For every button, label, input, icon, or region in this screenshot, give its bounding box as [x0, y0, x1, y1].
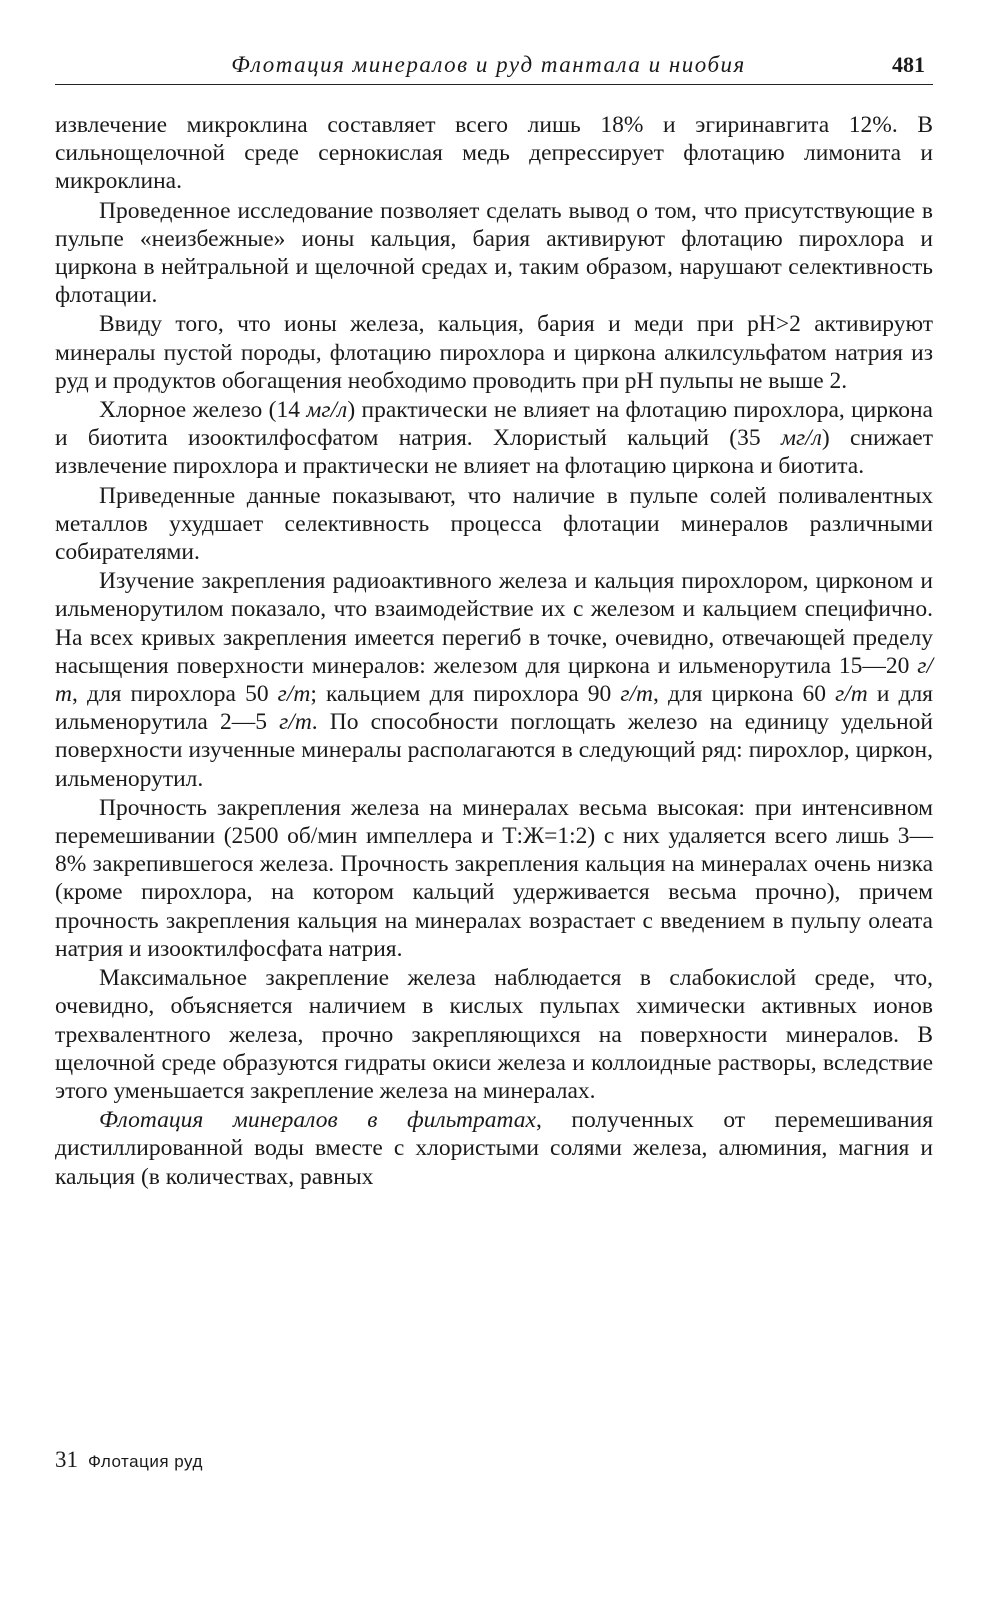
paragraph-9-text: , полученных от перемешивания дистиллированной воды вместе с хлористыми солями железа, алюминия, магния и кальция (в количествах, равных — [55, 1107, 933, 1190]
page-number: 481 — [892, 52, 925, 77]
paragraph-6-text-d: , для циркона 60 — [653, 681, 836, 708]
unit-g-per-t: г/т — [279, 709, 312, 736]
body-text — [55, 111, 933, 1191]
running-title: Флотация минералов и руд тантала и ниобия — [231, 52, 746, 77]
section-run-in-heading: Флотация минералов в фильтратах — [99, 1107, 536, 1134]
unit-mg-per-l: мг/л — [780, 425, 822, 452]
paragraph-5: Приведенные данные показывают, что наличие в пульпе солей поливалентных металлов ухудшает селективность процесса флотации минералов различными собирателями. — [55, 482, 933, 566]
paragraph-4-text-b: ) практически не влияет на флотацию пирохлора, циркона и биотита изооктилфосфатом натрия. Хлористый кальций (35 — [55, 397, 933, 452]
unit-g-per-t: г/т — [277, 681, 311, 708]
page-footer — [55, 1447, 203, 1473]
paragraph-4-text-c: ) снижает извлечение пирохлора и практически не влияет на флотацию циркона и биотита. — [55, 425, 933, 480]
unit-mg-per-l: мг/л — [306, 397, 348, 424]
signature-number: 31 — [55, 1447, 78, 1472]
unit-g-per-t: г/т — [835, 681, 868, 708]
paragraph-6-text-e: и для ильменорутила 2—5 — [55, 681, 933, 736]
paragraph-6-text-b: , для пирохлора 50 — [71, 681, 278, 708]
paragraph-3: Ввиду того, что ионы железа, кальция, бария и меди при pH>2 активируют минералы пустой породы, флотацию пирохлора и циркона алкилсульфатом натрия из руд и продуктов обогащения необходимо проводить при pH пульпы не выше 2. — [55, 311, 933, 394]
paragraph-9 — [55, 1106, 933, 1191]
paragraph-6-text-a: Изучение закрепления радиоактивного железа и кальция пирохлором, цирконом и ильменорутилом показало, что взаимодействие их с железом и кальцием специфично. На всех кривых закрепления имеется перегиб в точке, очевидно, отвечающей пределу насыщения поверхности минералов: железом для циркона и ильменорутила 15—20 — [55, 568, 933, 679]
book-page — [55, 52, 933, 1191]
running-head — [55, 52, 933, 85]
paragraph-6 — [55, 567, 933, 793]
unit-g-per-t: г/т — [620, 681, 653, 708]
paragraph-2: Проведенное исследование позволяет сделать вывод о том, что присутствующие в пульпе «неизбежные» ионы кальция, бария активируют флотацию пирохлора и циркона в нейтральной и щелочной средах и, таким образом, нарушают селективность флотации. — [55, 197, 933, 309]
paragraph-6-text-f: . По способности поглощать железо на единицу удельной поверхности изученные минералы располагаются в следующий ряд: пирохлор, циркон, ильменорутил. — [55, 709, 933, 792]
paragraph-1: извлечение микроклина составляет всего лишь 18% и эгиринавгита 12%. В сильнощелочной среде сернокислая медь депрессирует флотацию лимонита и микроклина. — [55, 112, 933, 195]
paragraph-4-text-a: Хлорное железо (14 — [99, 397, 307, 424]
paragraph-4 — [55, 396, 933, 481]
paragraph-7: Прочность закрепления железа на минералах весьма высокая: при интенсивном перемешивании (2500 об/мин импеллера и Т:Ж=1:2) с них удаляется всего лишь 3—8% закрепившегося железа. Прочность закрепления кальция на минералах очень низка (кроме пирохлора, на котором кальций удерживается весьма прочно), причем прочность закрепления кальция на минералах возрастает с введением в пульпу олеата натрия и изооктилфосфата натрия. — [55, 794, 933, 962]
unit-g-per-t: г/т — [55, 652, 933, 708]
signature-label: Флотация руд — [88, 1452, 203, 1471]
paragraph-8: Максимальное закрепление железа наблюдается в слабокислой среде, что, очевидно, объясняется наличием в кислых пульпах химически активных ионов трехвалентного железа, прочно закрепляющихся на поверхности минералов. В щелочной среде образуются гидраты окиси железа и коллоидные растворы, вследствие этого уменьшается закрепление железа на минералах. — [55, 965, 933, 1104]
paragraph-6-text-c: ; кальцием для пирохлора 90 — [310, 681, 621, 708]
